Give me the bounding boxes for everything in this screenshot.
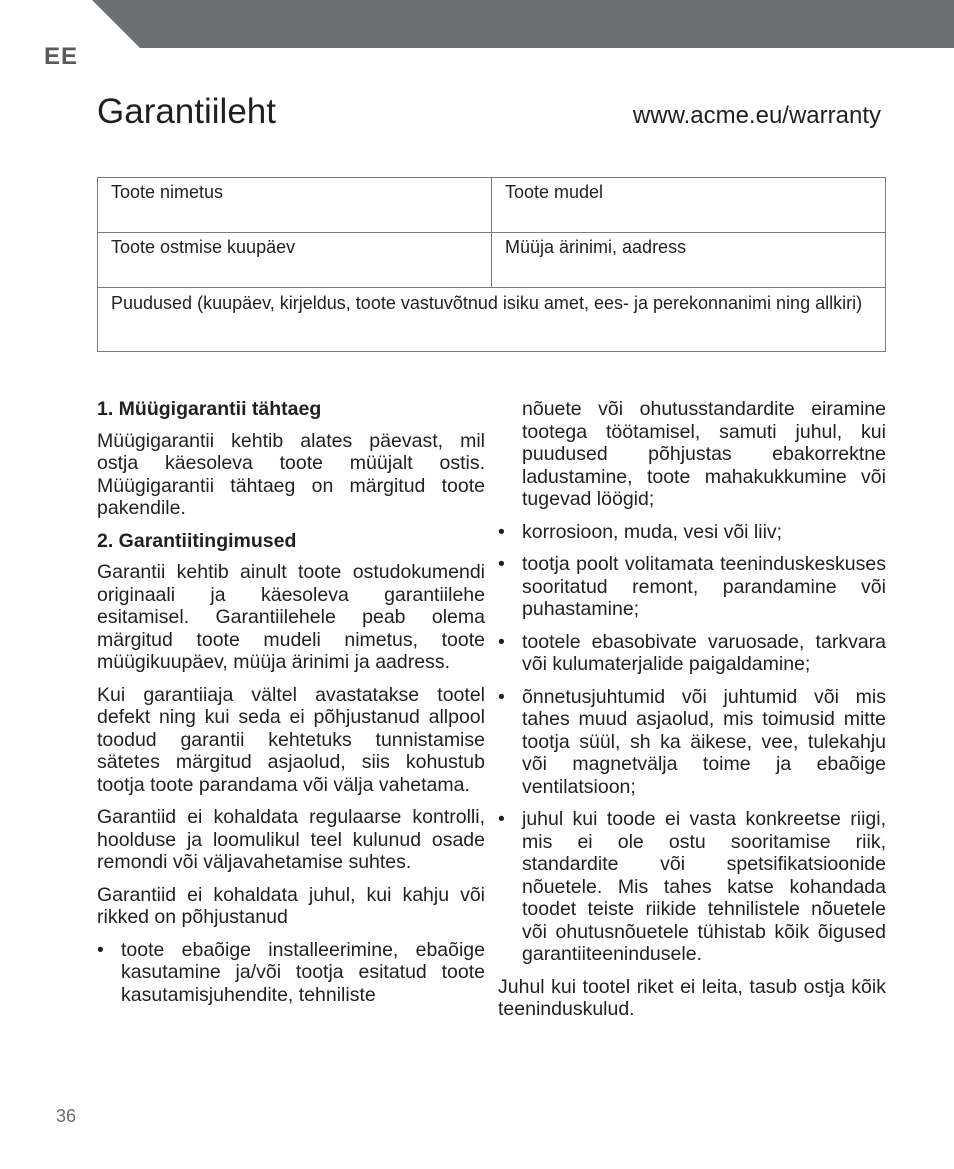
- product-name-field[interactable]: [98, 178, 492, 233]
- section1-text: Müügigarantii kehtib alates päevast, mil ostja käesoleva toote müüjalt ostis. Müügigarantii tähtaeg on märgitud toote pakendile.: [97, 429, 485, 519]
- list-item-text: õnnetusjuhtumid või juhtumid või mis tahes muud asjaolud, mis toimusid mitte tootja süül, sh ka äikese, vee, tulekahju või magnetvälja toime ja ebaõige ventilatsioon;: [522, 685, 886, 798]
- list-item-text: toote ebaõige installeerimine, ebaõige kasutamine ja/või tootja esitatud toote kasutamisjuhendite, tehniliste: [121, 938, 485, 1006]
- list-item: [498, 553, 886, 621]
- list-item: [498, 686, 886, 799]
- page-title: Garantiileht: [97, 92, 276, 131]
- warranty-url[interactable]: www.acme.eu/warranty: [632, 102, 881, 129]
- paragraph: Kui garantiiaja vältel avastatakse tootel defekt ning kui seda ei põhjustanud allpool toodud garantii kehtetuks tunnistamise sätetes märgitud asjaolud, siis kohustub tootja toote parandama või välja vahetama.: [97, 683, 485, 796]
- product-name-label: Toote nimetus: [111, 182, 224, 202]
- bullet-icon: •: [498, 553, 505, 575]
- bullet-icon: •: [498, 685, 505, 708]
- product-model-label: Toote mudel: [505, 182, 604, 202]
- list-item-text: tootele ebasobivate varuosade, tarkvara või kulumaterjalide paigaldamine;: [522, 630, 886, 675]
- list-item-text: tootja poolt volitamata teeninduskeskuses sooritatud remont, parandamine või puhastamine;: [522, 553, 886, 620]
- list-item: [97, 939, 485, 1007]
- page-number: 36: [56, 1106, 77, 1126]
- bullet-icon: •: [498, 630, 505, 653]
- closing-paragraph: Juhul kui tootel riket ei leita, tasub ostja kõik teeninduskulud.: [498, 975, 886, 1020]
- defects-field[interactable]: [98, 288, 886, 352]
- purchase-date-field[interactable]: [98, 233, 492, 288]
- list-item-text: korrosioon, muda, vesi või liiv;: [522, 520, 783, 543]
- defects-label: Puudused (kuupäev, kirjeldus, toote vastuvõtnud isiku amet, ees- ja perekonnanimi ning allkiri): [111, 293, 863, 313]
- list-item: [498, 808, 886, 966]
- paragraph: Garantiid ei kohaldata juhul, kui kahju või rikked on põhjustanud: [97, 883, 485, 928]
- left-column: [97, 398, 485, 1016]
- paragraph: Garantii kehtib ainult toote ostudokumendi originaali ja käesoleva garantiilehe esitamisel. Garantiilehele peab olema märgitud toote mudeli nimetus, toote müügikuupäev, müüja ärinimi ja aadress.: [97, 561, 485, 673]
- purchase-date-label: Toote ostmise kuupäev: [111, 237, 296, 257]
- bullet-icon: •: [498, 808, 505, 830]
- seller-field[interactable]: [492, 233, 886, 288]
- right-column: [498, 398, 886, 1031]
- warranty-form: [97, 177, 886, 352]
- list-item: [498, 631, 886, 676]
- list-item-continuation: nõuete või ohutusstandardite eiramine tootega töötamisel, samuti juhul, kui puudused põhjustas ebakorrektne ladustamine, toote mahakukkumine või tugevad löögid;: [522, 398, 886, 510]
- list-item: [498, 521, 886, 544]
- paragraph: Garantiid ei kohaldata regulaarse kontrolli, hoolduse ja loomulikul teel kulunud osade remondi või väljavahetamise suhtes.: [97, 806, 485, 873]
- language-code: EE: [44, 43, 79, 70]
- product-model-field[interactable]: [492, 178, 886, 233]
- seller-label: Müüja ärinimi, aadress: [505, 237, 687, 257]
- bullet-icon: •: [498, 520, 505, 543]
- bullet-list: [97, 939, 485, 1007]
- bullet-list: [498, 521, 886, 966]
- list-item-text: juhul kui toode ei vasta konkreetse riigi, mis ei ole ostu sooritamise riik, standardite või spetsifikatsioonide nõuetele. Mis tahes katse kohandada toodet teiste riikide tehnilistele nõuetele või ohutusnõuetele tühistab kõik õigused garantiiteenindusele.: [522, 808, 886, 965]
- header-band: [0, 0, 954, 48]
- section1-heading: 1. Müügigarantii tähtaeg: [97, 398, 322, 420]
- section2-heading: 2. Garantiitingimused: [97, 529, 297, 552]
- bullet-icon: •: [97, 938, 104, 961]
